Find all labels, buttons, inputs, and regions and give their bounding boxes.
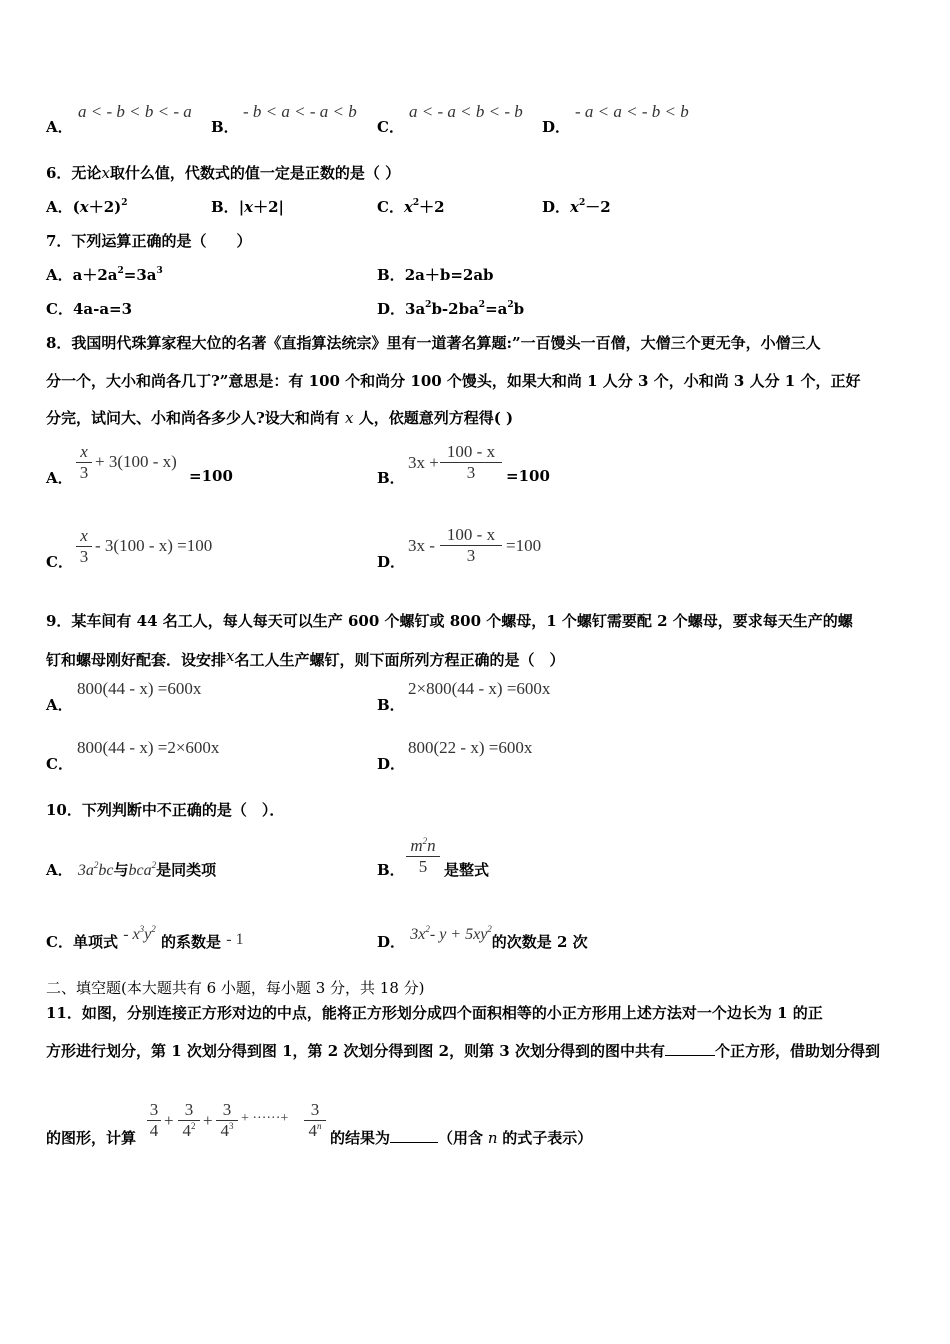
q8-option-d-eq: =100 — [506, 536, 542, 555]
q11-term-2: $\frac{3}{4^2}$ — [178, 1100, 200, 1141]
q9-option-c-expr: 800(44 - x) =2×600x — [77, 738, 220, 757]
q8-option-d-fraction: $\frac{100 - x}{3}$ — [440, 525, 502, 566]
q10-option-d: D． $3x^2-$ $y + 5xy^2$的次数是 2 次 — [377, 924, 588, 951]
q5-option-c-expr: a < - a < b < - b — [409, 102, 523, 121]
q10-option-a: A． $3a^2bc$与bca$^2$是同类项 — [46, 860, 217, 879]
q11-dots: + ······+ — [241, 1111, 289, 1126]
q7-option-d: D．$3a^2b-2ba^2=a^2b$ — [377, 300, 525, 318]
q8-option-b-label: B． — [377, 469, 405, 487]
q9-line-2: 钉和螺母刚好配套．设安排x名工人生产螺钉，则下面所列方程正确的是（ ） — [46, 647, 565, 669]
q9-line-1: 9．某车间有 44 名工人，每人每天可以生产 600 个螺钉或 800 个螺母，1 个螺钉需要配 2 个螺母，要求每天生产的螺 — [46, 612, 853, 630]
q5-option-b-label: B． — [211, 118, 239, 136]
q6-stem: 6．无论x取什么值，代数式的值一定是正数的是（ ） — [46, 164, 401, 182]
q6-option-d: D．$x^2-2$ — [542, 198, 611, 216]
q7-option-a: A．$a+2a^2=3a^3$ — [46, 266, 163, 284]
q11-line-2: 方形进行划分，第 1 次划分得到图 1，第 2 次划分得到图 2，则第 3 次划分得到的图中共有 个正方形，借助划分得到 — [46, 1042, 880, 1060]
q8-option-d-pre: 3x - — [408, 536, 435, 555]
q8-option-a-rest: + 3(100 - x) — [95, 452, 177, 471]
q11-term-3: $\frac{3}{4^3}$ — [216, 1100, 238, 1141]
q5-option-d-label: D． — [542, 118, 571, 136]
q7-stem: 7．下列运算正确的是（ ） — [46, 232, 252, 250]
q8-line-2: 分一个，大小和尚各几丁?”意思是：有 100 个和尚分 100 个馒头，如果大和尚 1 人分 3 个，小和尚 3 人分 1 个，正好 — [46, 372, 861, 390]
q11-blank-2[interactable] — [390, 1142, 438, 1143]
q9-option-a-label: A． — [46, 696, 73, 714]
q9-option-a-expr: 800(44 - x) =600x — [77, 679, 202, 698]
q7-option-c: C．4a-a=3 — [46, 300, 133, 318]
q10-stem: 10．下列判断中不正确的是（ ）． — [46, 801, 285, 819]
q11-blank-1[interactable] — [665, 1055, 715, 1056]
q10-option-b-fraction: $\frac{m^2n}{5}$ — [406, 836, 440, 877]
q8-option-b-fraction: $\frac{100 - x}{3}$ — [440, 442, 502, 483]
q11-term-1: $\frac{3}{4}$ — [147, 1100, 161, 1141]
q8-option-c-label: C． — [46, 553, 73, 571]
q8-option-b-pre: 3x + — [408, 453, 439, 472]
q5-option-b-expr: - b < a < - a < b — [243, 102, 357, 121]
q6-option-b: B．|x＋2| — [211, 198, 285, 216]
q7-option-b: B．2a＋b=2ab — [377, 266, 494, 284]
q5-option-c-label: C． — [377, 118, 404, 136]
q8-option-c-fraction: $\frac{x}{3}$ — [76, 526, 92, 567]
q10-option-b-tail: 是整式 — [444, 861, 490, 879]
section-2-title: 二、填空题(本大题共有 6 小题，每小题 3 分，共 18 分) — [46, 979, 425, 997]
q11-line-1: 11．如图，分别连接正方形对边的中点，能将正方形划分成四个面积相等的小正方形用上述方法对一个边长为 1 的正 — [46, 1004, 823, 1022]
q8-option-a-fraction: $\frac{x}{3}$ — [76, 442, 92, 483]
q9-option-b-label: B． — [377, 696, 405, 714]
q9-option-d-label: D． — [377, 755, 406, 773]
q11-plus-2: + — [203, 1111, 213, 1130]
q8-option-b-eq: =100 — [506, 467, 550, 485]
q9-option-d-expr: 800(22 - x) =600x — [408, 738, 533, 757]
q11-term-n: $\frac{3}{4^n}$ — [304, 1100, 326, 1141]
q10-option-c: C．单项式 - $x^3y^2$ 的系数是 - 1 — [46, 924, 244, 951]
q10-option-b-label: B． — [377, 861, 405, 879]
q11-line-3a: 的图形，计算 — [46, 1129, 137, 1147]
q8-option-c-rest: - 3(100 - x) =100 — [95, 536, 213, 555]
q8-option-a-eq: =100 — [189, 467, 233, 485]
q5-option-a-expr: a < - b < b < - a — [78, 102, 192, 121]
q8-option-d-label: D． — [377, 553, 406, 571]
q9-option-c-label: C． — [46, 755, 73, 773]
q8-line-1: 8．我国明代珠算家程大位的名著《直指算法统宗》里有一道著名算题:”一百馒头一百僧，大僧三个更无争，小僧三人 — [46, 334, 821, 352]
q8-line-3: 分完，试问大、小和尚各多少人?设大和尚有 x 人，依题意列方程得( ) — [46, 409, 514, 427]
q11-line-3b: 的结果为 （用含 n 的式子表示） — [330, 1129, 593, 1147]
q11-plus-1: + — [164, 1111, 174, 1130]
q5-option-a-label: A． — [46, 118, 73, 136]
q6-option-a: A．$(x+2)^2$ — [46, 198, 128, 216]
q5-option-d-expr: - a < a < - b < b — [575, 102, 689, 121]
q6-option-c: C．$x^2+2$ — [377, 198, 445, 216]
q9-option-b-expr: 2×800(44 - x) =600x — [408, 679, 551, 698]
q8-option-a-label: A． — [46, 469, 73, 487]
